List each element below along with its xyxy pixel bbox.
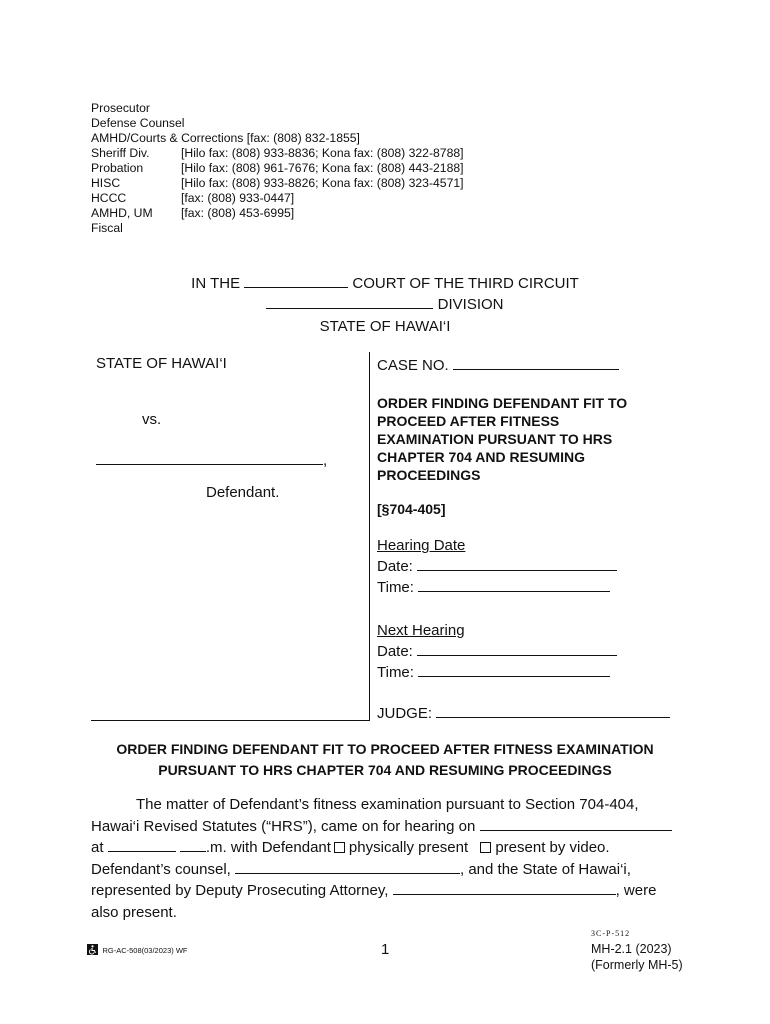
present-by-video-checkbox[interactable]: [480, 842, 491, 853]
hearing-date-heading: Hearing Date: [377, 537, 466, 554]
caption-bottom-rule: [91, 720, 370, 721]
dist-line: Defense Counsel: [91, 116, 185, 130]
defendant-name-blank[interactable]: [96, 450, 323, 465]
caption-state: STATE OF HAWAI‘I: [96, 355, 227, 372]
division-blank[interactable]: [266, 294, 433, 309]
dist-line: AMHD/Courts & Corrections [fax: (808) 832-1855]: [91, 131, 360, 145]
judge-line: [377, 703, 670, 724]
dist-row: [91, 176, 464, 191]
body-text: at: [91, 839, 104, 856]
doc-title-line: EXAMINATION PURSUANT TO HRS: [377, 431, 613, 447]
body-text: represented by Deputy Prosecuting Attorney,: [91, 882, 389, 899]
defendant-name-line: [96, 450, 327, 469]
hearing-time-line: [377, 577, 610, 598]
time-label: Time:: [377, 579, 414, 596]
hour-blank[interactable]: [108, 837, 176, 852]
ampm-blank[interactable]: [180, 837, 206, 852]
hearing-on-blank[interactable]: [480, 816, 672, 831]
dist-value: [Hilo fax: (808) 961-7676; Kona fax: (808) 443-2188]: [181, 161, 464, 175]
dist-row: [91, 146, 464, 161]
case-no-label: CASE NO.: [377, 357, 449, 374]
body-line: [91, 880, 691, 902]
caption-vs: vs.: [142, 411, 162, 428]
body-text: present by video.: [495, 839, 610, 856]
date-label: Date:: [377, 643, 413, 660]
form-number: [591, 941, 683, 973]
doc-title-line: ORDER FINDING DEFENDANT FIT TO: [377, 395, 628, 411]
next-time-blank[interactable]: [418, 662, 610, 677]
order-heading-line2: PURSUANT TO HRS CHAPTER 704 AND RESUMING PROCEEDINGS: [158, 762, 612, 778]
dist-label: HCCC: [91, 191, 127, 205]
dist-label: Probation: [91, 161, 144, 175]
dist-value: [Hilo fax: (808) 933-8826; Kona fax: (808) 323-4571]: [181, 176, 464, 190]
dist-row: [91, 206, 360, 221]
hearing-date-blank[interactable]: [417, 556, 617, 571]
form-code: 3C-P-512: [591, 929, 631, 938]
distribution-list: [91, 101, 464, 236]
prosecutor-blank[interactable]: [393, 880, 616, 895]
dist-value: [fax: (808) 933-0447]: [181, 191, 295, 205]
dist-value: [Hilo fax: (808) 933-8836; Kona fax: (808) 322-8788]: [181, 146, 464, 160]
body-text: .m. with Defendant: [205, 839, 331, 856]
case-no-line: [377, 355, 619, 376]
body-text: Defendant’s counsel,: [91, 860, 231, 878]
court-blank[interactable]: [244, 273, 348, 288]
form-formerly: (Formerly MH-5): [591, 958, 683, 972]
judge-blank[interactable]: [436, 703, 670, 718]
next-time-line: [377, 662, 610, 683]
order-heading-line1: ORDER FINDING DEFENDANT FIT TO PROCEED AFTER FITNESS EXAMINATION: [116, 741, 654, 757]
dist-line: Fiscal: [91, 221, 123, 235]
counsel-blank[interactable]: [235, 859, 460, 874]
court-of-label: COURT OF THE THIRD CIRCUIT: [352, 275, 579, 292]
hearing-date-line: [377, 556, 617, 577]
form-id: MH-2.1 (2023): [591, 942, 672, 956]
caption-comma: ,: [323, 452, 328, 469]
body-line: [91, 837, 691, 859]
dist-row: [91, 191, 360, 206]
dist-value: [fax: (808) 453-6995]: [181, 206, 295, 220]
caption-divider: [369, 352, 370, 720]
next-date-line: [377, 641, 617, 662]
case-no-blank[interactable]: [453, 355, 619, 370]
division-line: [0, 294, 770, 315]
court-state: STATE OF HAWAI‘I: [319, 318, 451, 335]
physically-present-checkbox[interactable]: [334, 842, 345, 853]
body-line: also present.: [91, 903, 177, 921]
body-text: , and the State of Hawai‘i,: [460, 860, 631, 878]
next-date-blank[interactable]: [417, 641, 617, 656]
form-revision: RG-AC-508(03/2023) WF: [102, 946, 188, 955]
body-line: [91, 859, 691, 881]
date-label: Date:: [377, 558, 413, 575]
body-line: [91, 816, 691, 838]
footer-left: [87, 940, 187, 958]
page-number: 1: [381, 941, 390, 958]
dist-label: AMHD, UM: [91, 206, 153, 220]
dist-label: Sheriff Div.: [91, 146, 150, 160]
body-line: The matter of Defendant’s fitness examination pursuant to Section 704-404,: [136, 796, 639, 813]
next-hearing-heading: Next Hearing: [377, 622, 465, 639]
court-line: [0, 273, 770, 294]
caption-defendant: Defendant.: [206, 484, 280, 501]
division-label: DIVISION: [437, 296, 504, 313]
doc-title-line: PROCEED AFTER FITNESS: [377, 413, 560, 429]
doc-title-line: CHAPTER 704 AND RESUMING: [377, 449, 585, 465]
body-text: physically present: [348, 839, 469, 856]
body-paragraph: [91, 794, 691, 923]
hearing-time-blank[interactable]: [418, 577, 610, 592]
doc-title: [377, 394, 627, 484]
in-the-label: IN THE: [191, 275, 241, 292]
judge-label: JUDGE:: [377, 705, 433, 722]
accessibility-icon: [87, 944, 98, 955]
dist-row: [91, 161, 464, 176]
body-text: Hawai‘i Revised Statutes (“HRS”), came on for hearing on: [91, 817, 476, 835]
doc-title-line: PROCEEDINGS: [377, 467, 481, 483]
body-text: , were: [615, 882, 657, 899]
dist-line: Prosecutor: [91, 101, 150, 115]
dist-label: HISC: [91, 176, 121, 190]
time-label: Time:: [377, 664, 414, 681]
statute-section: [§704-405]: [377, 501, 446, 517]
